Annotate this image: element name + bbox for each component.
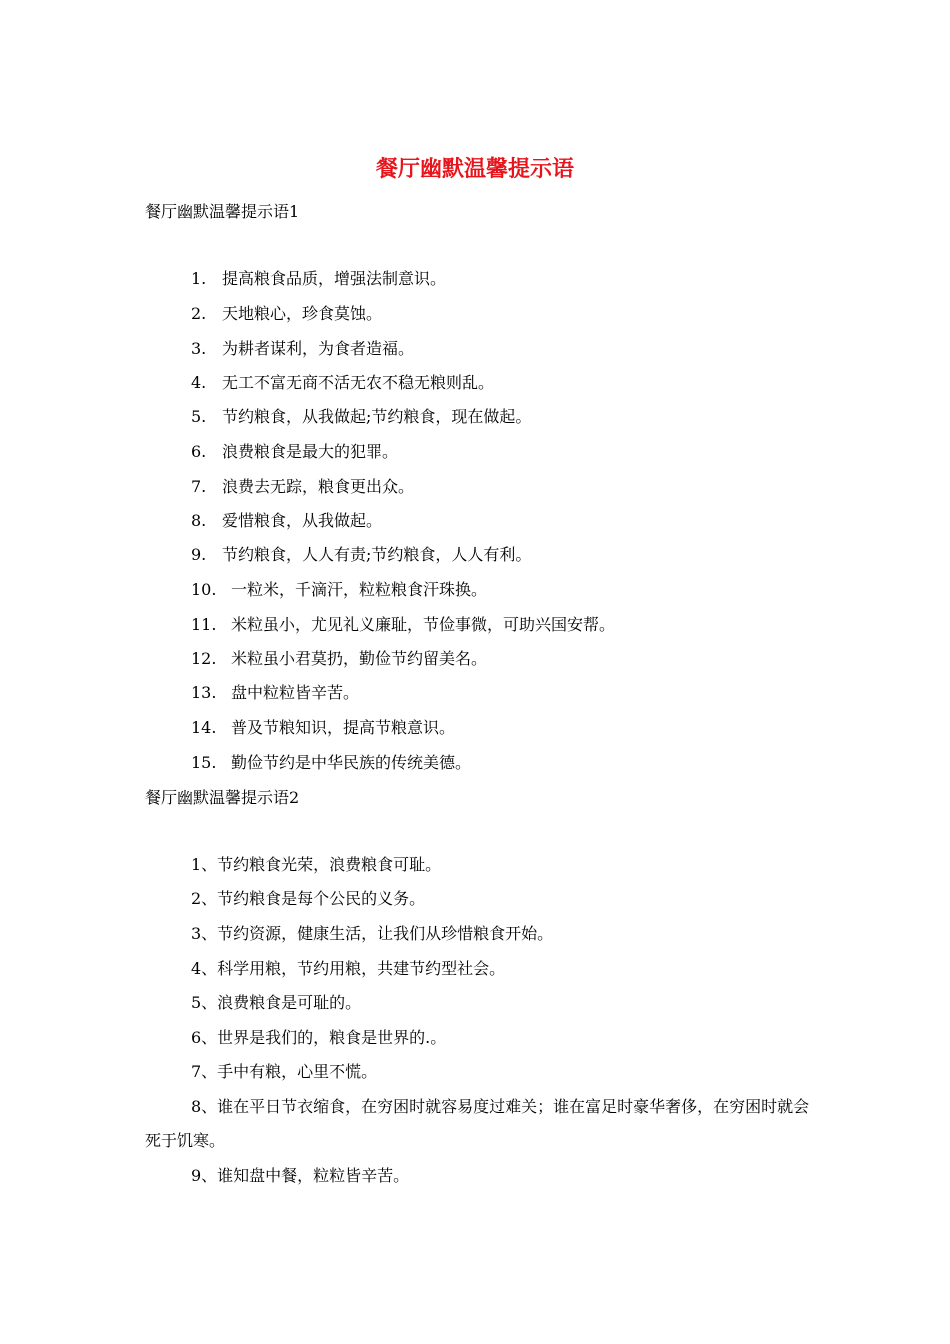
- page-title: 餐厅幽默温馨提示语: [375, 156, 574, 182]
- list-item: 13. 盘中粒粒皆辛苦。: [191, 683, 360, 702]
- list-item: 3. 为耕者谋利，为食者造福。: [191, 339, 415, 358]
- list-item: 5. 节约粮食，从我做起;节约粮食，现在做起。: [191, 407, 532, 426]
- list-item: 14. 普及节粮知识，提高节粮意识。: [191, 718, 456, 737]
- list-item: 6、世界是我们的，粮食是世界的.。: [191, 1028, 447, 1047]
- list-item: 1. 提高粮食品质，增强法制意识。: [191, 269, 447, 288]
- list-item: 15. 勤俭节约是中华民族的传统美德。: [191, 753, 472, 772]
- list-item: 9、谁知盘中餐，粒粒皆辛苦。: [191, 1166, 410, 1185]
- list-item: 7、手中有粮，心里不慌。: [191, 1062, 378, 1081]
- section-heading-2: 餐厅幽默温馨提示语2: [145, 788, 300, 807]
- section-heading-1: 餐厅幽默温馨提示语1: [145, 202, 300, 221]
- list-item: 1、节约粮食光荣，浪费粮食可耻。: [191, 855, 442, 874]
- list-item: 3、节约资源，健康生活，让我们从珍惜粮食开始。: [191, 924, 554, 943]
- list-item: 4、科学用粮，节约用粮，共建节约型社会。: [191, 959, 506, 978]
- list-item: 5、浪费粮食是可耻的。: [191, 993, 362, 1012]
- list-item: 2. 天地粮心，珍食莫蚀。: [191, 304, 383, 323]
- list-item: 2、节约粮食是每个公民的义务。: [191, 889, 426, 908]
- list-item: 4. 无工不富无商不活无农不稳无粮则乱。: [191, 373, 495, 392]
- list-item: 9. 节约粮食，人人有责;节约粮食，人人有利。: [191, 545, 532, 564]
- list-item: 12. 米粒虽小君莫扔，勤俭节约留美名。: [191, 649, 488, 668]
- list-item: 8. 爱惜粮食，从我做起。: [191, 511, 383, 530]
- list-item: 8、谁在平日节衣缩食，在穷困时就容易度过难关；谁在富足时豪华奢侈，在穷困时就会死于饥寒。: [145, 1097, 810, 1150]
- list-item: 7. 浪费去无踪，粮食更出众。: [191, 477, 415, 496]
- list-item: 6. 浪费粮食是最大的犯罪。: [191, 442, 399, 461]
- list-item: 11. 米粒虽小，尤见礼义廉耻，节俭事微，可助兴国安帮。: [191, 615, 616, 634]
- list-item: 10. 一粒米，千滴汗，粒粒粮食汗珠换。: [191, 580, 488, 599]
